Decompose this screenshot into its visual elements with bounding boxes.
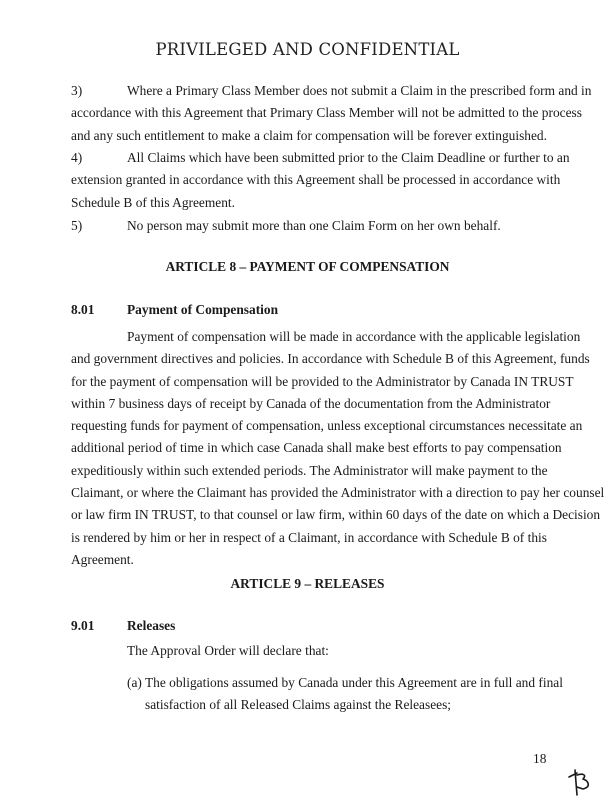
confidentiality-header: PRIVILEGED AND CONFIDENTIAL — [155, 40, 460, 59]
clause-number: 5) — [71, 218, 83, 233]
clause-3: 3) Where a Primary Class Member does not submit a Claim in the prescribed form and in accordance with this Agreement that Primary Class Member will not be admitted to the process and any such entitlement to make a claim for compensation will be forever extinguished. — [71, 80, 544, 147]
section-9-01-intro: The Approval Order will declare that: — [127, 643, 329, 658]
clause-4: 4) All Claims which have been submitted prior to the Claim Deadline or further to an extension granted in accordance with this Agreement shall be processed in accordance with Schedule B of this Agreement. — [71, 147, 544, 214]
section-number: 9.01 — [71, 618, 95, 633]
section-8-01-body: Payment of compensation will be made in accordance with the applicable legislation and government directives and policies. In accordance with Schedule B of this Agreement, funds for the payment of compensation will be provided to the Administrator by Canada IN TRUST within 7 business days of receipt by Canada of the documentation from the Administrator requesting funds for payment of compensation, unless exceptional circumstances necessitate an additional period of time in which case Canada shall make best efforts to pay compensation expeditiously within such extended periods. The Administrator will make payment to the Claimant, or where the Claimant has provided the Administrator with a direction to pay her counsel or law firm IN TRUST, to that counsel or law firm, within 60 days of the date on which a Decision is rendered by him or her in respect of a Claimant, in accordance with Schedule B of this Agreement. — [71, 329, 605, 567]
clause-number: 3) — [71, 83, 83, 98]
section-title: Payment of Compensation — [127, 302, 279, 317]
section-title: Releases — [127, 618, 176, 633]
page-number: 18 — [533, 751, 547, 766]
clause-number: 4) — [71, 150, 83, 165]
clause-5: 5) No person may submit more than one Claim Form on her own behalf. — [71, 215, 544, 237]
section-8-01-heading — [71, 302, 278, 318]
article-9-heading: ARTICLE 9 – RELEASES — [230, 576, 385, 591]
handwritten-initials-icon — [565, 765, 605, 799]
release-item-a: (a) The obligations assumed by Canada under this Agreement are in full and final satisfaction of all Released Claims against the Releasees; — [127, 675, 563, 713]
article-8-heading: ARTICLE 8 – PAYMENT OF COMPENSATION — [165, 259, 450, 274]
item-label: (a) — [127, 675, 142, 690]
section-9-01-heading — [71, 618, 175, 634]
section-number: 8.01 — [71, 302, 95, 317]
